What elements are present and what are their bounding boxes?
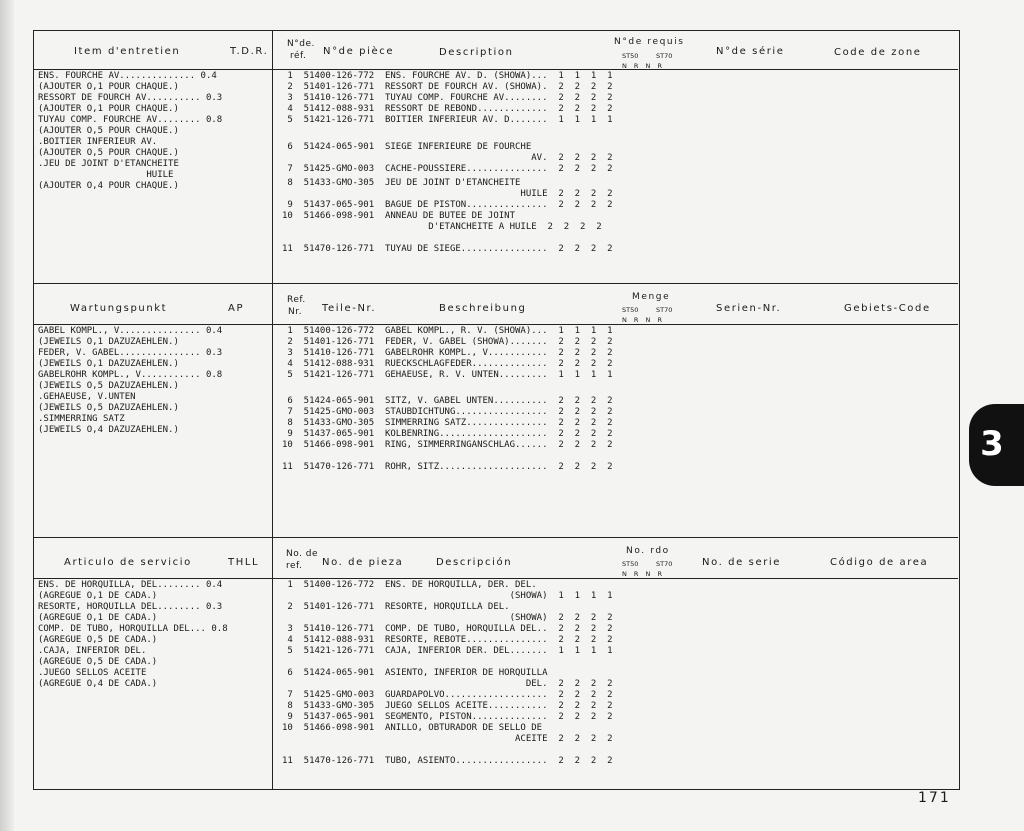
- header-item: Wartungspunkt: [70, 303, 168, 314]
- left-line: COMP. DE TUBO, HORQUILLA DEL... 0.8: [38, 624, 228, 634]
- header-serial: Serien-Nr.: [716, 303, 782, 314]
- header-zone: Code de zone: [834, 47, 922, 58]
- part-line: 10 51466-098-901 RING, SIMMERRINGANSCHLAG...... 2 2 2 2: [282, 440, 613, 450]
- chapter-tab: [969, 404, 1024, 486]
- header-qty: No. rdo: [626, 546, 670, 556]
- header-item: Item d'entretien: [74, 46, 181, 57]
- section-german: [34, 283, 958, 537]
- header-description: Beschreibung: [439, 303, 527, 314]
- page-gutter-shadow: [0, 0, 14, 831]
- header-description: Description: [439, 47, 514, 58]
- left-line: GABEL KOMPL., V............... 0.4: [38, 326, 223, 336]
- left-line: (JEWEILS O,4 DAZUZAEHLEN.): [38, 425, 179, 435]
- header-zone: Código de area: [830, 557, 929, 568]
- left-line: (JEWEILS O,5 DAZUZAEHLEN.): [38, 381, 179, 391]
- section-spanish: [34, 537, 958, 789]
- left-line: (AJOUTER O,1 POUR CHAQUE.): [38, 82, 179, 92]
- column-divider: [272, 537, 273, 789]
- left-line: (AGREGUE O,5 DE CADA.): [38, 635, 158, 645]
- part-line: 2 51401-126-771 RESSORT DE FOURCH AV. (SHOWA). 2 2 2 2: [282, 82, 613, 92]
- part-line: (SHOWA) 2 2 2 2: [282, 613, 613, 623]
- page-number: 171: [918, 790, 951, 806]
- part-line: 11 51470-126-771 TUYAU DE SIEGE................ 2 2 2 2: [282, 244, 613, 254]
- part-line: HUILE 2 2 2 2: [282, 189, 613, 199]
- header-zone: Gebiets-Code: [844, 303, 931, 314]
- part-line: 1 51400-126-772 GABEL KOMPL., R. V. (SHOWA)... 1 1 1 1: [282, 326, 613, 336]
- header-item: Articulo de servicio: [64, 557, 192, 568]
- left-line: (JEWEILS O,1 DAZUZAEHLEN.): [38, 337, 179, 347]
- left-line: TUYAU COMP. FOURCHE AV........ 0.8: [38, 115, 223, 125]
- header-ref-top: No. de: [286, 549, 319, 559]
- left-line: (JEWEILS O,5 DAZUZAEHLEN.): [38, 403, 179, 413]
- header-ref-bottom: Nr.: [288, 307, 302, 317]
- part-line: 10 51466-098-901 ANILLO, OBTURADOR DE SELLO DE: [282, 723, 543, 733]
- part-line: 7 51425-GMO-003 GUARDAPOLVO................... 2 2 2 2: [282, 690, 613, 700]
- left-line: (AGREGUE O,4 DE CADA.): [38, 679, 158, 689]
- left-line: (AGREGUE O,1 DE CADA.): [38, 591, 158, 601]
- part-line: 5 51421-126-771 GEHAEUSE, R. V. UNTEN......... 1 1 1 1: [282, 370, 613, 380]
- left-line: (AJOUTER O,5 POUR CHAQUE.): [38, 126, 179, 136]
- part-line: 2 51401-126-771 RESORTE, HORQUILLA DEL.: [282, 602, 510, 612]
- header-qty-model-b: ST70: [656, 52, 673, 60]
- left-line: RESORTE, HORQUILLA DEL........ 0.3: [38, 602, 223, 612]
- left-line: HUILE: [38, 170, 174, 180]
- left-line: (AGREGUE O,1 DE CADA.): [38, 613, 158, 623]
- maintenance-table: [33, 30, 960, 790]
- header-interval: THLL: [228, 557, 260, 568]
- header-rule: [34, 69, 958, 70]
- header-description: Descripción: [436, 557, 513, 568]
- part-line: 5 51421-126-771 BOITIER INFERIEUR AV. D....... 1 1 1 1: [282, 115, 613, 125]
- left-line: .GEHAEUSE, V.UNTEN: [38, 392, 136, 402]
- left-line: .SIMMERRING SATZ: [38, 414, 125, 424]
- column-divider: [272, 283, 273, 537]
- left-line: ENS. DE HORQUILLA, DEL........ 0.4: [38, 580, 223, 590]
- part-line: 5 51421-126-771 CAJA, INFERIOR DER. DEL....... 1 1 1 1: [282, 646, 613, 656]
- part-line: 3 51410-126-771 COMP. DE TUBO, HORQUILLA DEL.. 2 2 2 2: [282, 624, 613, 634]
- part-line: 9 51437-065-901 KOLBENRING.................... 2 2 2 2: [282, 429, 613, 439]
- part-line: 11 51470-126-771 ROHR, SITZ.................... 2 2 2 2: [282, 462, 613, 472]
- part-line: 3 51410-126-771 GABELROHR KOMPL., V........... 2 2 2 2: [282, 348, 613, 358]
- section-french: [34, 31, 958, 283]
- left-line: (AGREGUE O,5 DE CADA.): [38, 657, 158, 667]
- header-qty-sub: N R N R: [622, 62, 665, 70]
- header-rule: [34, 324, 958, 325]
- header-rule: [34, 578, 958, 579]
- header-qty-model-a: ST50: [622, 560, 639, 568]
- header-part-no: No. de pieza: [322, 557, 404, 568]
- left-line: FEDER, V. GABEL............... 0.3: [38, 348, 223, 358]
- part-line: 1 51400-126-772 ENS. FOURCHE AV. D. (SHOWA)... 1 1 1 1: [282, 71, 613, 81]
- left-line: .JUEGO SELLOS ACEITE: [38, 668, 147, 678]
- left-line: (AJOUTER O,4 POUR CHAQUE.): [38, 181, 179, 191]
- part-line: D'ETANCHEITE A HUILE 2 2 2 2: [282, 222, 602, 232]
- header-ref-bottom: ref.: [286, 561, 303, 571]
- part-line: ACEITE 2 2 2 2: [282, 734, 613, 744]
- header-qty: Menge: [632, 292, 671, 302]
- part-line: 8 51433-GMO-305 SIMMERRING SATZ............... 2 2 2 2: [282, 418, 613, 428]
- part-line: 3 51410-126-771 TUYAU COMP. FOURCHE AV........ 2 2 2 2: [282, 93, 613, 103]
- header-serial: N°de série: [716, 46, 785, 57]
- left-line: .BOITIER INFERIEUR AV.: [38, 137, 158, 147]
- left-line: (JEWEILS O,1 DAZUZAEHLEN.): [38, 359, 179, 369]
- part-line: 8 51433-GMO-305 JUEGO SELLOS ACEITE........... 2 2 2 2: [282, 701, 613, 711]
- part-line: 7 51425-GMO-003 STAUBDICHTUNG................. 2 2 2 2: [282, 407, 613, 417]
- left-line: .CAJA, INFERIOR DEL.: [38, 646, 147, 656]
- header-qty-sub: N R N R: [622, 316, 665, 324]
- left-line: (AJOUTER O,5 POUR CHAQUE.): [38, 148, 179, 158]
- part-line: 6 51424-065-901 SIEGE INFERIEURE DE FOURCHE: [282, 142, 532, 152]
- part-line: 9 51437-065-901 BAGUE DE PISTON............... 2 2 2 2: [282, 200, 613, 210]
- part-line: 11 51470-126-771 TUBO, ASIENTO................. 2 2 2 2: [282, 756, 613, 766]
- part-line: 6 51424-065-901 ASIENTO, INFERIOR DE HORQUILLA: [282, 668, 548, 678]
- header-interval: AP: [228, 303, 245, 314]
- part-line: 6 51424-065-901 SITZ, V. GABEL UNTEN.......... 2 2 2 2: [282, 396, 613, 406]
- header-qty-model-b: ST70: [656, 560, 673, 568]
- part-line: (SHOWA) 1 1 1 1: [282, 591, 613, 601]
- left-line: RESSORT DE FOURCH AV.......... 0.3: [38, 93, 223, 103]
- header-ref-top: N°de.: [287, 39, 315, 49]
- header-part-no: Teile-Nr.: [322, 303, 377, 314]
- part-line: 9 51437-065-901 SEGMENTO, PISTON.............. 2 2 2 2: [282, 712, 613, 722]
- part-line: 8 51433-GMO-305 JEU DE JOINT D'ETANCHEITE: [282, 178, 521, 188]
- header-qty-sub: N R N R: [622, 570, 665, 578]
- header-serial: No. de serie: [702, 557, 782, 568]
- part-line: 1 51400-126-772 ENS. DE HORQUILLA, DER. DEL.: [282, 580, 537, 590]
- part-line: 10 51466-098-901 ANNEAU DE BUTEE DE JOINT: [282, 211, 515, 221]
- chapter-tab-number: 3: [980, 424, 1004, 464]
- column-divider: [272, 31, 273, 283]
- header-qty-model-a: ST50: [622, 306, 639, 314]
- header-qty-model-a: ST50: [622, 52, 639, 60]
- part-line: 4 51412-088-931 RESORTE, REBOTE............... 2 2 2 2: [282, 635, 613, 645]
- left-line: (AJOUTER O,1 POUR CHAQUE.): [38, 104, 179, 114]
- left-line: ENS. FOURCHE AV.............. 0.4: [38, 71, 217, 81]
- header-ref-bottom: réf.: [290, 51, 307, 61]
- part-line: 4 51412-088-931 RUECKSCHLAGFEDER.............. 2 2 2 2: [282, 359, 613, 369]
- part-line: 4 51412-088-931 RESSORT DE REBOND............. 2 2 2 2: [282, 104, 613, 114]
- part-line: 2 51401-126-771 FEDER, V. GABEL (SHOWA)....... 2 2 2 2: [282, 337, 613, 347]
- part-line: AV. 2 2 2 2: [282, 153, 613, 163]
- header-part-no: N°de pièce: [323, 46, 395, 57]
- part-line: DEL. 2 2 2 2: [282, 679, 613, 689]
- header-ref-top: Ref.: [287, 295, 306, 305]
- header-qty-model-b: ST70: [656, 306, 673, 314]
- left-line: .JEU DE JOINT D'ETANCHEITE: [38, 159, 179, 169]
- header-interval: T.D.R.: [230, 46, 269, 57]
- header-qty: N°de requis: [614, 37, 685, 47]
- part-line: 7 51425-GMO-003 CACHE-POUSSIERE............... 2 2 2 2: [282, 164, 613, 174]
- left-line: GABELROHR KOMPL., V........... 0.8: [38, 370, 223, 380]
